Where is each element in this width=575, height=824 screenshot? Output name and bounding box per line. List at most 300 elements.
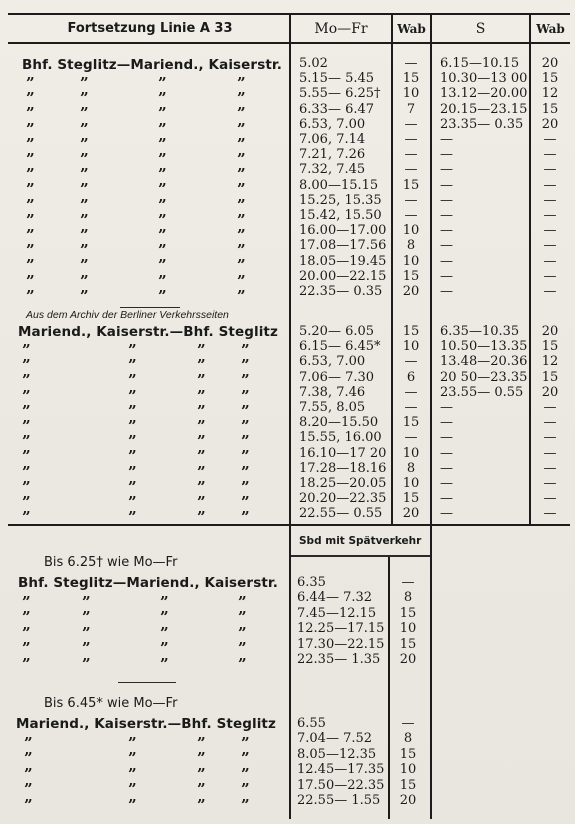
mofr-time: 5.55— 6.25† — [299, 86, 381, 102]
sbd-time: 22.55— 1.55 — [297, 793, 381, 808]
ditto-mark: ” — [158, 119, 166, 138]
ditto-mark: ” — [22, 401, 30, 420]
mofr-time: 8.20—15.50 — [299, 415, 379, 431]
ditto-mark: ” — [24, 749, 32, 768]
sbd-time: 17.30—22.15 — [297, 636, 385, 652]
s-wab: — — [543, 506, 557, 522]
ditto-mark: ” — [22, 386, 30, 405]
mofr-wab: 20 — [402, 284, 420, 299]
ditto-mark: ” — [237, 150, 245, 168]
separator-rule — [118, 682, 176, 683]
ditto-mark: ” — [22, 639, 30, 658]
header-wab-s: Wab — [536, 22, 565, 36]
ditto-mark: ” — [197, 341, 205, 359]
s-time: 10.30—13 00 — [440, 71, 528, 87]
ditto-mark: ” — [241, 508, 249, 527]
s-wab: 15 — [541, 71, 559, 87]
ditto-mark: ” — [80, 134, 88, 153]
mofr-wab: — — [404, 192, 418, 208]
s-wab: 15 — [541, 101, 559, 117]
ditto-mark: ” — [237, 210, 245, 229]
ditto-mark: ” — [22, 417, 30, 435]
mofr-wab: — — [404, 430, 418, 446]
ditto-mark: ” — [128, 780, 136, 799]
mofr-time: 16.00—17.00 — [299, 223, 387, 239]
mofr-time: 22.55— 0.55 — [299, 506, 383, 522]
ditto-mark: ” — [238, 608, 246, 627]
s-wab: — — [543, 491, 557, 507]
sbd-wab: — — [401, 716, 415, 731]
ditto-mark: ” — [158, 195, 166, 214]
mofr-time: 17.28—18.16 — [299, 460, 387, 476]
ditto-mark: ” — [128, 371, 136, 390]
mofr-wab: — — [404, 56, 418, 71]
ditto-mark: ” — [80, 74, 88, 92]
mofr-time: 18.05—19.45 — [299, 253, 387, 269]
ditto-mark: ” — [237, 256, 245, 275]
s-time: — — [440, 132, 453, 147]
s-time: — — [440, 147, 453, 163]
s-wab: — — [543, 400, 557, 415]
ditto-mark: ” — [26, 150, 34, 168]
mofr-time: 6.33— 6.47 — [299, 101, 375, 117]
s-wab: 20 — [541, 116, 559, 132]
s-wab: 20 — [541, 324, 559, 339]
s-time: — — [440, 506, 453, 522]
ditto-mark: ” — [26, 226, 34, 244]
sbd-header-rule — [291, 555, 430, 557]
ditto-mark: ” — [80, 119, 88, 138]
sbd-time: 12.45—17.35 — [297, 762, 385, 778]
ditto-mark: ” — [128, 493, 136, 511]
mofr-wab: — — [404, 116, 418, 132]
mofr-time: 7.06, 7.14 — [299, 132, 366, 147]
ditto-mark: ” — [82, 608, 90, 627]
ditto-mark: ” — [22, 477, 30, 496]
ditto-mark: ” — [26, 119, 34, 138]
s-wab: — — [543, 192, 557, 208]
ditto-mark: ” — [197, 734, 205, 752]
archive-rule — [120, 307, 180, 308]
ditto-mark: ” — [158, 134, 166, 153]
note-block3: Bis 6.25† wie Mo—Fr — [44, 555, 178, 570]
mofr-time: 17.08—17.56 — [299, 238, 387, 254]
ditto-mark: ” — [128, 447, 136, 466]
ditto-mark: ” — [80, 150, 88, 168]
ditto-mark: ” — [26, 104, 34, 123]
ditto-mark: ” — [128, 734, 136, 752]
ditto-mark: ” — [22, 508, 30, 527]
ditto-mark: ” — [237, 226, 245, 244]
s-wab: 15 — [541, 369, 559, 385]
mofr-time: 22.35— 0.35 — [299, 284, 383, 299]
mofr-time: 20.20—22.35 — [299, 491, 387, 507]
ditto-mark: ” — [128, 401, 136, 420]
mofr-wab: 15 — [402, 324, 420, 339]
sbd-time: 22.35— 1.35 — [297, 652, 381, 667]
ditto-mark: ” — [158, 210, 166, 229]
s-time: 6.35—10.35 — [440, 324, 520, 339]
mofr-wab: 8 — [406, 238, 416, 254]
ditto-mark: ” — [80, 89, 88, 108]
sbd-wab: 10 — [399, 621, 417, 637]
ditto-mark: ” — [158, 150, 166, 168]
s-wab: — — [543, 415, 557, 431]
ditto-mark: ” — [241, 734, 249, 752]
s-time: — — [440, 460, 453, 476]
mofr-wab: 10 — [402, 339, 420, 355]
ditto-mark: ” — [128, 417, 136, 435]
ditto-mark: ” — [158, 226, 166, 244]
sbd-wab: — — [401, 575, 415, 590]
s-wab: — — [543, 476, 557, 491]
s-time: — — [440, 476, 453, 491]
ditto-mark: ” — [80, 195, 88, 214]
ditto-mark: ” — [128, 386, 136, 405]
ditto-mark: ” — [26, 180, 34, 199]
mofr-wab: 10 — [402, 253, 420, 269]
ditto-mark: ” — [26, 241, 34, 260]
mofr-wab: — — [404, 147, 418, 163]
ditto-mark: ” — [24, 795, 32, 814]
ditto-mark: ” — [158, 256, 166, 275]
sbd-time: 12.25—17.15 — [297, 621, 385, 637]
ditto-mark: ” — [158, 104, 166, 123]
mofr-wab: 7 — [406, 101, 416, 117]
ditto-mark: ” — [160, 623, 168, 642]
s-time: 23.35— 0.35 — [440, 116, 524, 132]
ditto-mark: ” — [241, 386, 249, 405]
ditto-mark: ” — [128, 432, 136, 451]
route-mariendorf-steglitz-sbd: Mariend., Kaiserstr.—Bhf. Steglitz — [16, 716, 276, 732]
ditto-mark: ” — [80, 104, 88, 123]
s-time: — — [440, 268, 453, 284]
mofr-time: 16.10—17 20 — [299, 445, 387, 461]
s-time: — — [440, 445, 453, 461]
mofr-time: 15.25, 15.35 — [299, 192, 382, 208]
sbd-time: 6.35 — [297, 575, 326, 590]
ditto-mark: ” — [197, 508, 205, 527]
ditto-mark: ” — [128, 508, 136, 527]
ditto-mark: ” — [26, 195, 34, 214]
ditto-mark: ” — [128, 477, 136, 496]
s-wab: — — [543, 147, 557, 163]
ditto-mark: ” — [197, 780, 205, 799]
header-s: S — [475, 21, 486, 37]
ditto-mark: ” — [197, 447, 205, 466]
ditto-mark: ” — [22, 462, 30, 481]
archive-credit: Aus dem Archiv der Berliner Verkehrsseiten — [26, 309, 229, 321]
ditto-mark: ” — [24, 734, 32, 752]
ditto-mark: ” — [22, 623, 30, 642]
sbd-time: 7.04— 7.52 — [297, 731, 373, 747]
ditto-mark: ” — [128, 795, 136, 814]
ditto-mark: ” — [80, 286, 88, 305]
mofr-time: 7.55, 8.05 — [299, 400, 366, 415]
mofr-wab: 8 — [406, 460, 416, 476]
mofr-time: 5.15— 5.45 — [299, 71, 375, 87]
ditto-mark: ” — [158, 165, 166, 184]
s-wab: — — [543, 177, 557, 193]
mofr-time: 18.25—20.05 — [299, 476, 387, 491]
sbd-wab: 10 — [399, 762, 417, 778]
mofr-time: 6.15— 6.45* — [299, 339, 381, 355]
ditto-mark: ” — [241, 401, 249, 420]
s-time: — — [440, 223, 453, 239]
mofr-time: 5.20— 6.05 — [299, 324, 375, 339]
ditto-mark: ” — [197, 432, 205, 451]
mofr-wab: 10 — [402, 445, 420, 461]
ditto-mark: ” — [160, 593, 168, 611]
ditto-mark: ” — [80, 271, 88, 290]
s-wab: 20 — [541, 384, 559, 400]
ditto-mark: ” — [80, 210, 88, 229]
mofr-time: 15.42, 15.50 — [299, 208, 382, 223]
ditto-mark: ” — [241, 417, 249, 435]
mofr-wab: 10 — [402, 86, 420, 102]
ditto-mark: ” — [237, 271, 245, 290]
s-time: — — [440, 238, 453, 254]
mofr-wab: 15 — [402, 491, 420, 507]
sbd-wab: 20 — [399, 652, 417, 667]
mofr-time: 8.00—15.15 — [299, 177, 379, 193]
ditto-mark: ” — [22, 371, 30, 390]
ditto-mark: ” — [22, 447, 30, 466]
sbd-time: 8.05—12.35 — [297, 746, 377, 762]
mofr-time: 6.53, 7.00 — [299, 354, 366, 370]
ditto-mark: ” — [22, 432, 30, 451]
sbd-time: 6.44— 7.32 — [297, 590, 373, 606]
mofr-time: 5.02 — [299, 56, 328, 71]
ditto-mark: ” — [197, 386, 205, 405]
mofr-wab: 6 — [406, 369, 416, 385]
header-mofr: Mo—Fr — [314, 21, 368, 37]
s-wab: 15 — [541, 339, 559, 355]
ditto-mark: ” — [128, 764, 136, 783]
s-wab: — — [543, 430, 557, 446]
sbd-wab: 15 — [399, 746, 417, 762]
mofr-time: 6.53, 7.00 — [299, 116, 366, 132]
ditto-mark: ” — [80, 241, 88, 260]
ditto-mark: ” — [241, 493, 249, 511]
sbd-wab: 8 — [403, 590, 413, 606]
mofr-wab: — — [404, 354, 418, 370]
note-block4: Bis 6.45* wie Mo—Fr — [44, 696, 178, 711]
ditto-mark: ” — [22, 341, 30, 359]
ditto-mark: ” — [82, 623, 90, 642]
s-wab: — — [543, 284, 557, 299]
sbd-wab: 15 — [399, 636, 417, 652]
s-wab: — — [543, 460, 557, 476]
ditto-mark: ” — [128, 356, 136, 375]
ditto-mark: ” — [237, 286, 245, 305]
ditto-mark: ” — [82, 593, 90, 611]
mofr-time: 15.55, 16.00 — [299, 430, 382, 446]
ditto-mark: ” — [241, 477, 249, 496]
sbd-wab: 15 — [399, 777, 417, 793]
ditto-mark: ” — [82, 639, 90, 658]
ditto-mark: ” — [26, 256, 34, 275]
ditto-mark: ” — [238, 639, 246, 658]
ditto-mark: ” — [197, 477, 205, 496]
sbd-time: 6.55 — [297, 716, 326, 731]
ditto-mark: ” — [238, 654, 246, 673]
ditto-mark: ” — [22, 654, 30, 673]
divider-main — [289, 13, 291, 819]
sbd-time: 7.45—12.15 — [297, 605, 377, 621]
ditto-mark: ” — [237, 241, 245, 260]
mofr-wab: 20 — [402, 506, 420, 522]
s-wab: 20 — [541, 56, 559, 71]
ditto-mark: ” — [158, 241, 166, 260]
mofr-wab: 10 — [402, 476, 420, 491]
ditto-mark: ” — [237, 104, 245, 123]
mofr-time: 7.06— 7.30 — [299, 369, 375, 385]
sbd-wab: 15 — [399, 605, 417, 621]
s-wab: — — [543, 162, 557, 178]
ditto-mark: ” — [160, 654, 168, 673]
mofr-wab: — — [404, 384, 418, 400]
ditto-mark: ” — [26, 165, 34, 184]
ditto-mark: ” — [22, 593, 30, 611]
ditto-mark: ” — [158, 286, 166, 305]
ditto-mark: ” — [22, 493, 30, 511]
s-time: 6.15—10.15 — [440, 56, 520, 71]
ditto-mark: ” — [197, 749, 205, 768]
ditto-mark: ” — [241, 780, 249, 799]
ditto-mark: ” — [26, 89, 34, 108]
ditto-mark: ” — [238, 623, 246, 642]
ditto-mark: ” — [237, 119, 245, 138]
s-wab: — — [543, 445, 557, 461]
table-title: Fortsetzung Linie A 33 — [67, 21, 233, 36]
ditto-mark: ” — [24, 780, 32, 799]
sbd-header: Sbd mit Spätverkehr — [299, 535, 422, 547]
ditto-mark: ” — [197, 417, 205, 435]
sbd-time: 17.50—22.35 — [297, 777, 385, 793]
s-time: 20 50—23.35 — [440, 369, 528, 385]
ditto-mark: ” — [24, 764, 32, 783]
ditto-mark: ” — [197, 401, 205, 420]
s-time: — — [440, 430, 453, 446]
ditto-mark: ” — [197, 356, 205, 375]
ditto-mark: ” — [158, 74, 166, 92]
mofr-time: 7.21, 7.26 — [299, 147, 366, 163]
ditto-mark: ” — [241, 371, 249, 390]
ditto-mark: ” — [158, 89, 166, 108]
ditto-mark: ” — [237, 89, 245, 108]
mofr-time: 7.32, 7.45 — [299, 162, 366, 178]
s-time: 23.55— 0.55 — [440, 384, 524, 400]
s-time: — — [440, 415, 453, 431]
ditto-mark: ” — [197, 764, 205, 783]
s-time: — — [440, 253, 453, 269]
s-wab: — — [543, 223, 557, 239]
s-wab: — — [543, 132, 557, 147]
s-wab: — — [543, 268, 557, 284]
ditto-mark: ” — [237, 165, 245, 184]
ditto-mark: ” — [241, 749, 249, 768]
s-time: 13.48—20.36 — [440, 354, 528, 370]
ditto-mark: ” — [22, 608, 30, 627]
route-steglitz-mariendorf: Bhf. Steglitz—Mariend., Kaiserstr. — [22, 57, 282, 73]
route-steglitz-mariendorf-sbd: Bhf. Steglitz—Mariend., Kaiserstr. — [18, 575, 278, 591]
ditto-mark: ” — [80, 165, 88, 184]
mofr-time: 7.38, 7.46 — [299, 384, 366, 400]
s-time: — — [440, 162, 453, 178]
ditto-mark: ” — [241, 764, 249, 783]
ditto-mark: ” — [197, 493, 205, 511]
mofr-wab: 15 — [402, 268, 420, 284]
ditto-mark: ” — [26, 210, 34, 229]
ditto-mark: ” — [82, 654, 90, 673]
ditto-mark: ” — [197, 371, 205, 390]
divider-s — [430, 13, 432, 819]
s-time: — — [440, 192, 453, 208]
ditto-mark: ” — [241, 341, 249, 359]
mofr-wab: — — [404, 208, 418, 223]
s-time: 13.12—20.00 — [440, 86, 528, 102]
mofr-wab: — — [404, 400, 418, 415]
mofr-wab: 15 — [402, 415, 420, 431]
ditto-mark: ” — [241, 462, 249, 481]
s-time: — — [440, 208, 453, 223]
route-mariendorf-steglitz: Mariend., Kaiserstr.—Bhf. Steglitz — [18, 324, 278, 340]
s-wab: 12 — [541, 86, 559, 102]
ditto-mark: ” — [26, 134, 34, 153]
ditto-mark: ” — [197, 795, 205, 814]
s-wab: — — [543, 253, 557, 269]
mofr-wab: 10 — [402, 223, 420, 239]
ditto-mark: ” — [158, 180, 166, 199]
ditto-mark: ” — [80, 180, 88, 199]
ditto-mark: ” — [237, 195, 245, 214]
mofr-wab: 15 — [402, 177, 420, 193]
sbd-wab: 20 — [399, 793, 417, 808]
s-time: — — [440, 284, 453, 299]
s-wab: — — [543, 208, 557, 223]
ditto-mark: ” — [160, 639, 168, 658]
ditto-mark: ” — [237, 180, 245, 199]
s-wab: 12 — [541, 354, 559, 370]
ditto-mark: ” — [237, 134, 245, 153]
ditto-mark: ” — [26, 74, 34, 92]
s-time: 10.50—13.35 — [440, 339, 528, 355]
s-time: 20.15—23.15 — [440, 101, 528, 117]
mofr-wab: — — [404, 132, 418, 147]
ditto-mark: ” — [158, 271, 166, 290]
ditto-mark: ” — [197, 462, 205, 481]
header-wab: Wab — [397, 22, 426, 36]
ditto-mark: ” — [160, 608, 168, 627]
ditto-mark: ” — [241, 432, 249, 451]
ditto-mark: ” — [128, 749, 136, 768]
ditto-mark: ” — [241, 356, 249, 375]
ditto-mark: ” — [80, 256, 88, 275]
ditto-mark: ” — [237, 74, 245, 92]
mofr-wab: 15 — [402, 71, 420, 87]
sbd-wab: 8 — [403, 731, 413, 747]
s-wab: — — [543, 238, 557, 254]
ditto-mark: ” — [80, 226, 88, 244]
ditto-mark: ” — [238, 593, 246, 611]
mofr-wab: — — [404, 162, 418, 178]
s-time: — — [440, 491, 453, 507]
s-time: — — [440, 177, 453, 193]
mofr-time: 20.00—22.15 — [299, 268, 387, 284]
ditto-mark: ” — [241, 795, 249, 814]
ditto-mark: ” — [128, 462, 136, 481]
